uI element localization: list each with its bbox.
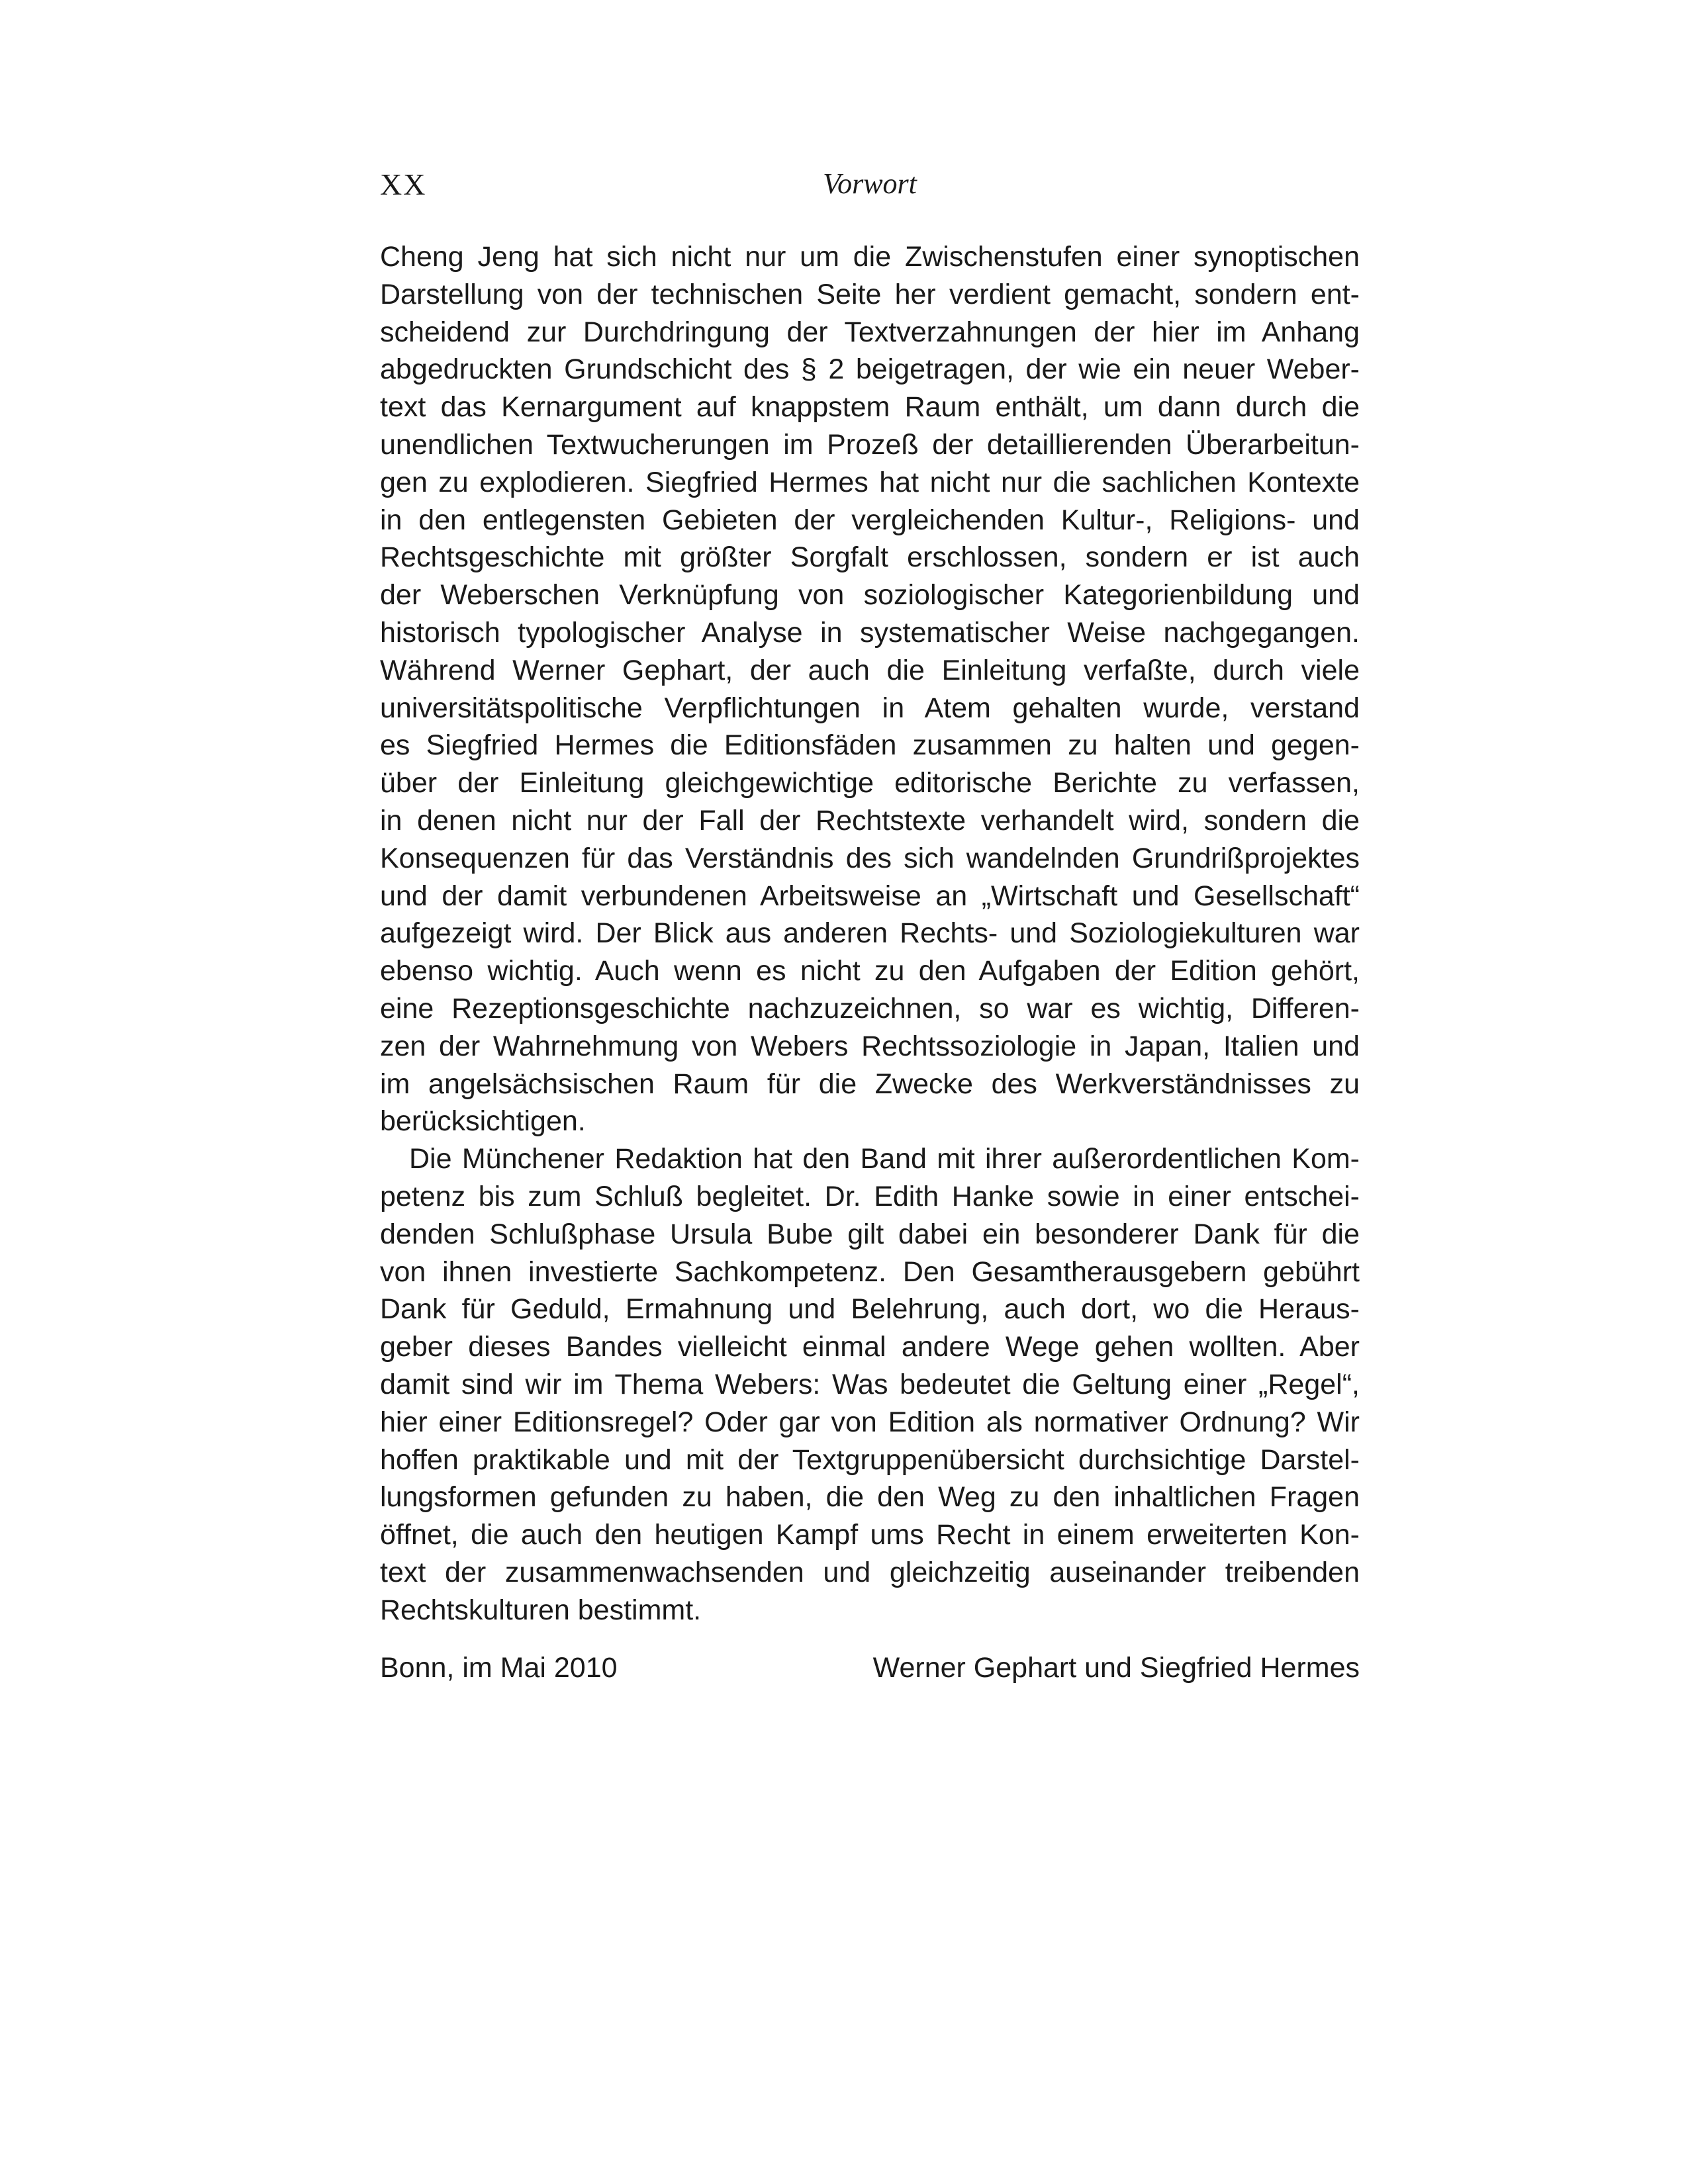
text-line: in den entlegensten Gebieten der vergleichenden Kultur-, Religions- und <box>380 504 1360 536</box>
text-line: scheidend zur Durchdringung der Textverzahnungen der hier im Anhang <box>380 316 1360 348</box>
text-line: Darstellung von der technischen Seite her verdient gemacht, sondern ent- <box>380 278 1360 310</box>
text-line: abgedruckten Grundschicht des § 2 beigetragen, der wie ein neuer Weber- <box>380 353 1360 386</box>
text-line: öffnet, die auch den heutigen Kampf ums Recht in einem erweiterten Kon- <box>380 1519 1360 1551</box>
text-line: im angelsächsischen Raum für die Zwecke des Werkverständnisses zu <box>380 1068 1360 1100</box>
text-line: petenz bis zum Schluß begleitet. Dr. Edith Hanke sowie in einer entschei- <box>380 1180 1360 1212</box>
text-line: Cheng Jeng hat sich nicht nur um die Zwischenstufen einer synoptischen <box>380 241 1360 273</box>
text-line: lungsformen gefunden zu haben, die den Weg zu den inhaltlichen Fragen <box>380 1481 1360 1514</box>
text-line: ebenso wichtig. Auch wenn es nicht zu den Aufgaben der Edition gehört, <box>380 955 1360 987</box>
text-line: unendlichen Textwucherungen im Prozeß der detaillierenden Überarbeitun- <box>380 428 1360 461</box>
text-line: zen der Wahrnehmung von Webers Rechtssoziologie in Japan, Italien und <box>380 1030 1360 1062</box>
text-line: es Siegfried Hermes die Editionsfäden zusammen zu halten und gegen- <box>380 729 1360 762</box>
closing <box>380 1649 1360 1689</box>
text-line: Dank für Geduld, Ermahnung und Belehrung, auch dort, wo die Heraus- <box>380 1293 1360 1326</box>
text-line: geber dieses Bandes vielleicht einmal andere Wege gehen wollten. Aber <box>380 1331 1360 1363</box>
text-line: aufgezeigt wird. Der Blick aus anderen Rechts- und Soziologiekulturen war <box>380 917 1360 950</box>
text-line: in denen nicht nur der Fall der Rechtstexte verhandelt wird, sondern die <box>380 804 1360 837</box>
running-title: Vorwort <box>823 167 917 200</box>
text-line: und der damit verbundenen Arbeitsweise an „Wirtschaft und Gesellschaft“ <box>380 880 1360 912</box>
text-line: historisch typologischer Analyse in systematischer Weise nachgegangen. <box>380 616 1360 649</box>
page-number: XX <box>380 167 427 201</box>
text-line: eine Rezeptionsgeschichte nachzuzeichnen, so war es wichtig, Differen- <box>380 992 1360 1024</box>
text-line: denden Schlußphase Ursula Bube gilt dabei ein besonderer Dank für die <box>380 1218 1360 1250</box>
body-text <box>380 238 1360 1629</box>
text-line: universitätspolitische Verpflichtungen in Atem gehalten wurde, verstand <box>380 692 1360 724</box>
text-line: Rechtsgeschichte mit größter Sorgfalt erschlossen, sondern er ist auch <box>380 541 1360 574</box>
text-line: der Weberschen Verknüpfung von soziologischer Kategorienbildung und <box>380 579 1360 612</box>
text-line: von ihnen investierte Sachkompetenz. Den Gesamtherausgebern gebührt <box>380 1255 1360 1288</box>
text-line: berücksichtigen. <box>380 1105 586 1138</box>
text-line: damit sind wir im Thema Webers: Was bedeutet die Geltung einer „Regel“, <box>380 1368 1360 1400</box>
running-head <box>380 167 1360 213</box>
text-line: Die Münchener Redaktion hat den Band mit ihrer außerordentlichen Kom- <box>409 1143 1360 1175</box>
text-line: text das Kernargument auf knappstem Raum enthält, um dann durch die <box>380 391 1360 424</box>
text-line: Rechtskulturen bestimmt. <box>380 1594 702 1626</box>
text-line: hoffen praktikable und mit der Textgruppenübersicht durchsichtige Darstel- <box>380 1443 1360 1476</box>
place-date: Bonn, im Mai 2010 <box>380 1652 618 1684</box>
paragraph-1 <box>380 238 1360 1140</box>
paragraph-2 <box>380 1140 1360 1629</box>
text-line: gen zu explodieren. Siegfried Hermes hat nicht nur die sachlichen Kontexte <box>380 466 1360 498</box>
text-line: über der Einleitung gleichgewichtige editorische Berichte zu verfassen, <box>380 767 1360 799</box>
authors-signature: Werner Gephart und Siegfried Hermes <box>872 1652 1360 1684</box>
text-line: text der zusammenwachsenden und gleichzeitig auseinander treibenden <box>380 1556 1360 1588</box>
text-line: Konsequenzen für das Verständnis des sich wandelnden Grundrißprojektes <box>380 842 1360 874</box>
text-line: Während Werner Gephart, der auch die Einleitung verfaßte, durch viele <box>380 654 1360 686</box>
text-line: hier einer Editionsregel? Oder gar von Edition als normativer Ordnung? Wir <box>380 1406 1360 1438</box>
